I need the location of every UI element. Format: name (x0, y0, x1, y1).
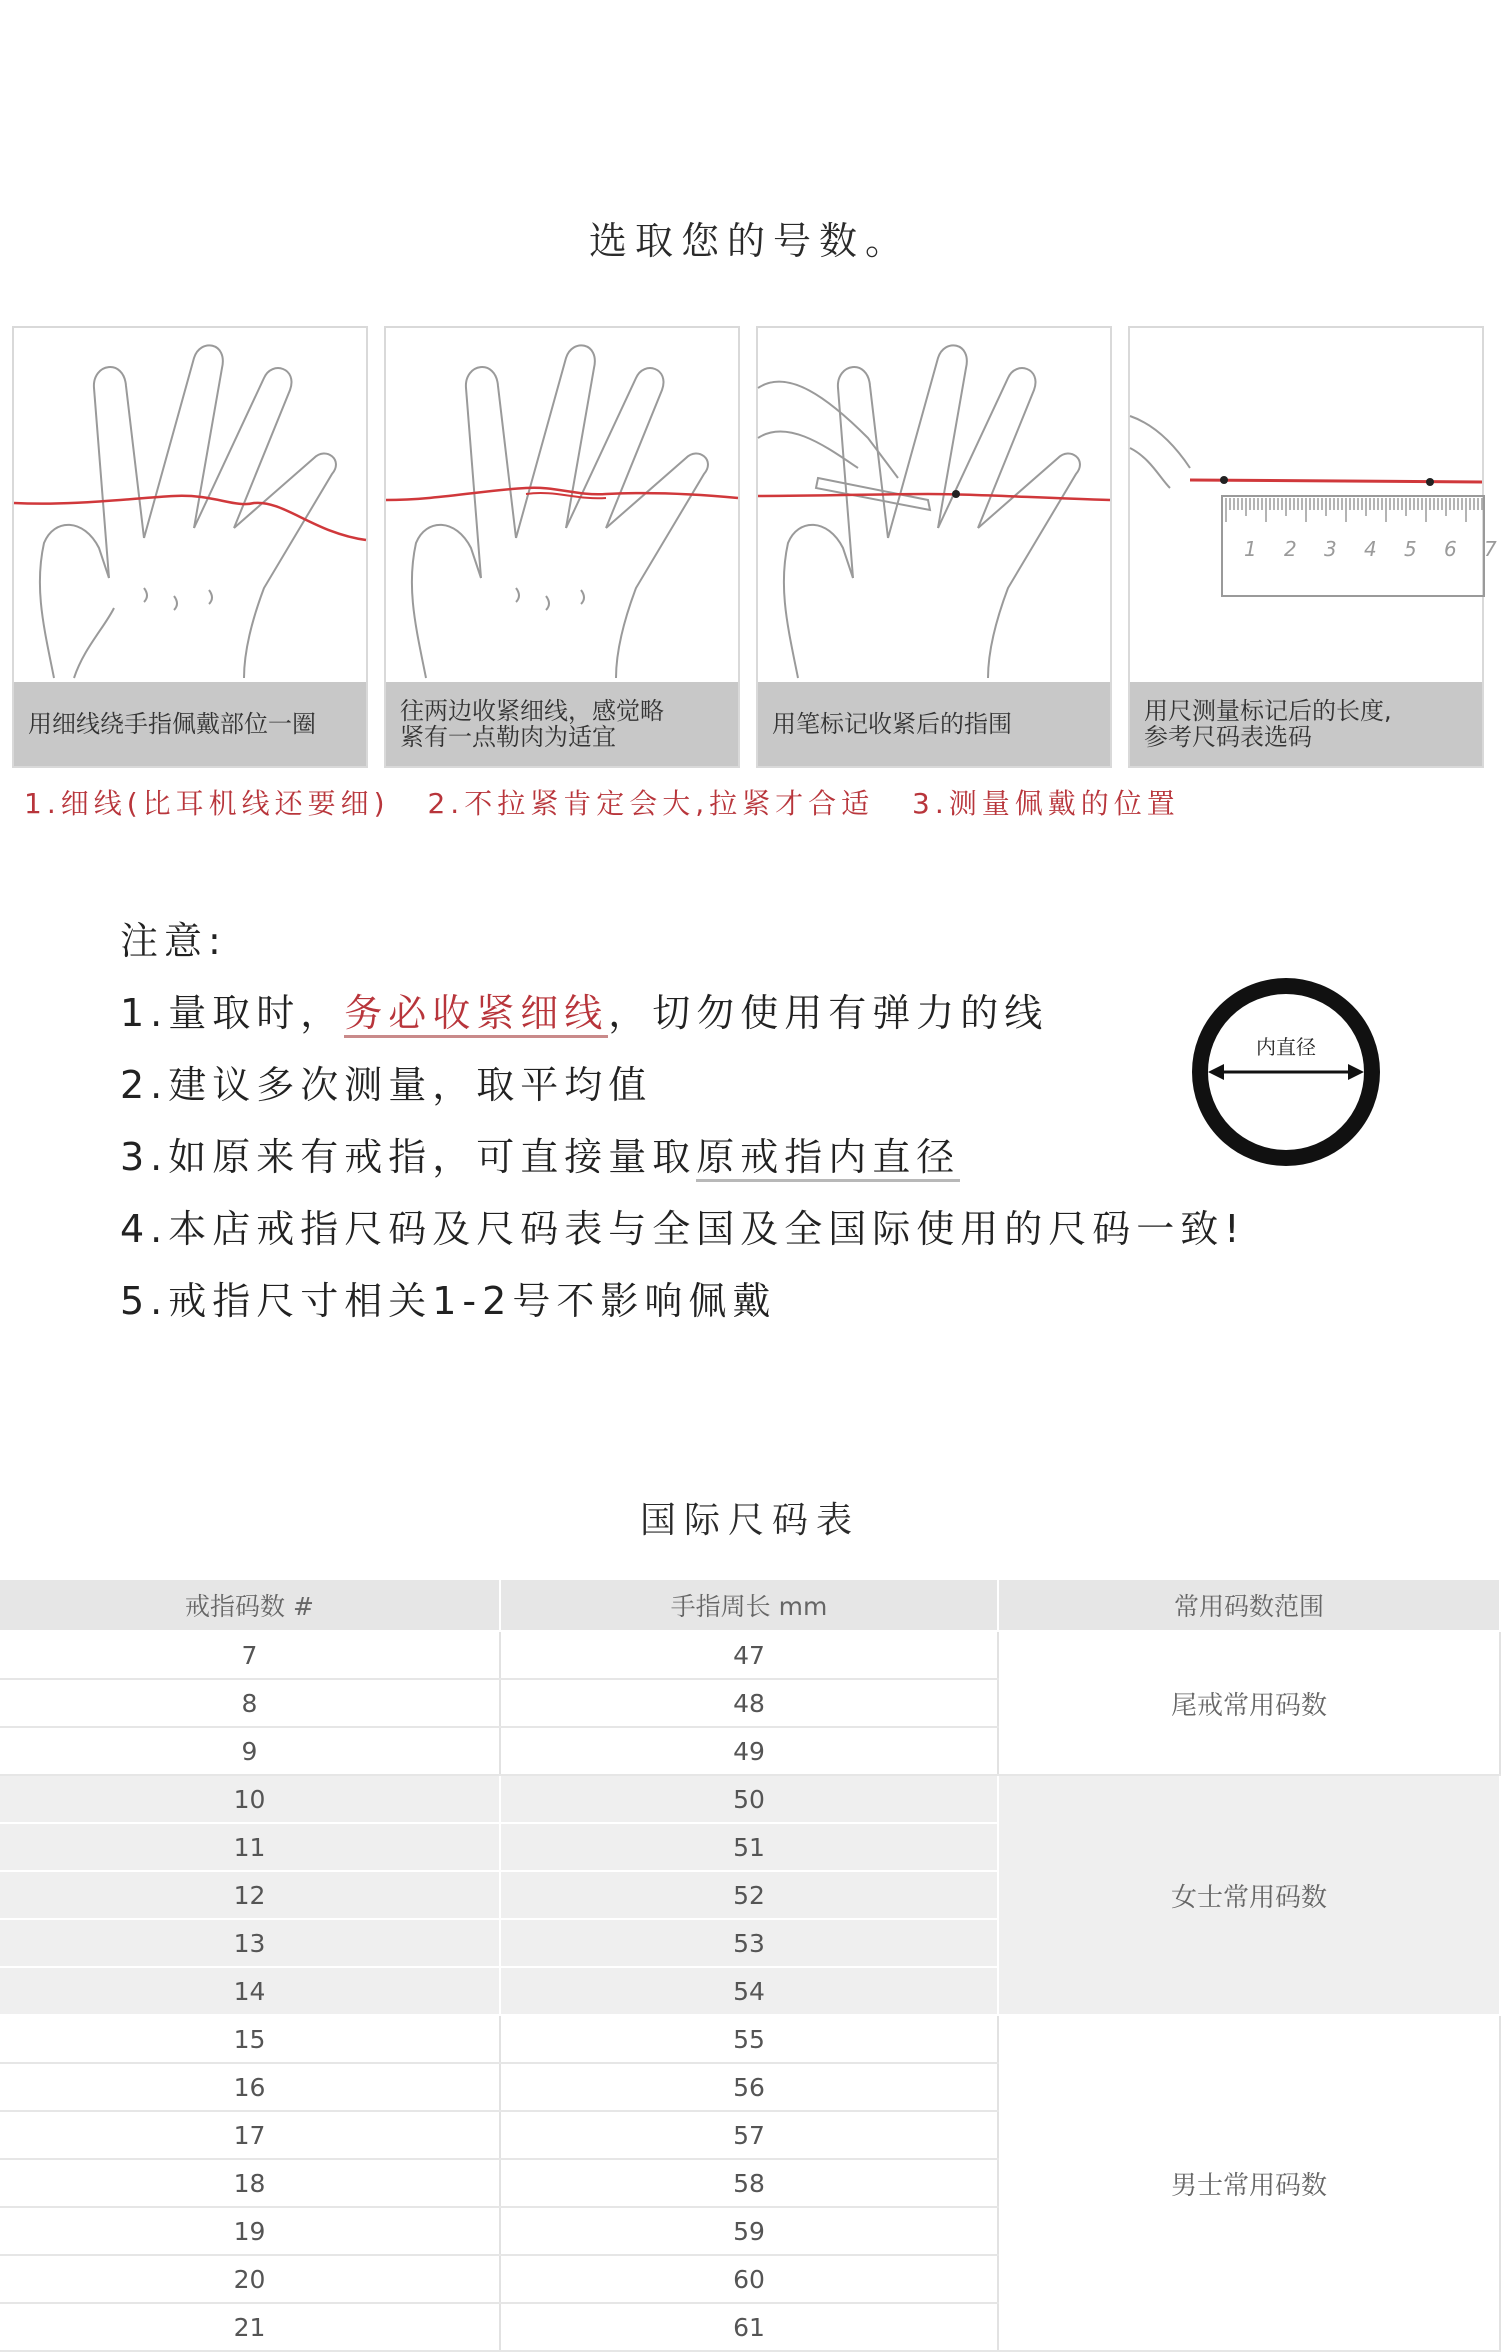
ruler-tick-label: 6 (1444, 537, 1457, 561)
step-panel-2 (384, 326, 740, 768)
column-header: 手指周长 mm (500, 1580, 998, 1631)
circumference-cell: 49 (500, 1727, 998, 1775)
ruler-tick-label: 7 (1484, 537, 1497, 561)
circumference-cell: 52 (500, 1871, 998, 1919)
size-range-cell: 女士常用码数 (998, 1775, 1500, 2015)
circumference-cell: 61 (500, 2303, 998, 2351)
caption-line: 往两边收紧细线，感觉略 (400, 697, 664, 725)
table-row (0, 2015, 1500, 2063)
note-underline: 原戒指内直径 (696, 1135, 960, 1182)
circumference-cell: 54 (500, 1967, 998, 2015)
circumference-cell: 58 (500, 2159, 998, 2207)
caption-line: 参考尺码表选码 (1144, 723, 1312, 751)
ring-size-cell: 14 (0, 1967, 500, 2015)
circumference-cell: 55 (500, 2015, 998, 2063)
size-table-body (0, 1631, 1500, 2351)
size-range-cell: 男士常用码数 (998, 2015, 1500, 2351)
note-text: 3.如原来有戒指，可直接量取 (120, 1135, 697, 1179)
ruler-tick-label: 4 (1364, 537, 1377, 561)
step-panel-4 (1128, 326, 1497, 768)
ring-size-cell: 15 (0, 2015, 500, 2063)
measuring-steps (12, 326, 1497, 768)
ring-size-cell: 13 (0, 1919, 500, 1967)
circumference-cell: 48 (500, 1679, 998, 1727)
note-text: 1.量取时， (120, 991, 345, 1035)
circumference-cell: 59 (500, 2207, 998, 2255)
ring-size-cell: 21 (0, 2303, 500, 2351)
size-table-header (0, 1580, 1500, 1631)
step-caption (1130, 682, 1482, 766)
column-header: 戒指码数 # (0, 1580, 500, 1631)
table-row (0, 1631, 1500, 1679)
caption-line: 用尺测量标记后的长度, (1144, 697, 1392, 725)
size-table-title: 国际尺码表 (639, 1500, 860, 1541)
ring-label: 内直径 (1256, 1035, 1316, 1059)
ring-size-cell: 16 (0, 2063, 500, 2111)
page-title: 选取您的号数。 (588, 219, 911, 263)
ring-size-cell: 9 (0, 1727, 500, 1775)
ring-size-cell: 11 (0, 1823, 500, 1871)
hand-wrap-thread-illustration (14, 328, 366, 686)
note-highlight: 务必收紧细线 (344, 991, 608, 1038)
circumference-cell: 47 (500, 1631, 998, 1679)
step-caption (386, 682, 738, 766)
ruler-tick-label: 1 (1244, 537, 1257, 561)
ring-size-cell: 17 (0, 2111, 500, 2159)
ruler-tick-label: 5 (1404, 537, 1417, 561)
hand-mark-with-pen-illustration (758, 328, 1110, 686)
red-note: 1.细线(比耳机线还要细) (24, 787, 390, 820)
note-line-3 (120, 1121, 1246, 1193)
ring-size-cell: 10 (0, 1775, 500, 1823)
ring-size-cell: 18 (0, 2159, 500, 2207)
ring-size-cell: 7 (0, 1631, 500, 1679)
note-line-1 (120, 977, 1246, 1049)
ring-size-cell: 8 (0, 1679, 500, 1727)
note-line-4: 4.本店戒指尺码及尺码表与全国及全国际使用的尺码一致! (120, 1207, 1246, 1251)
hand-tighten-thread-illustration (386, 328, 738, 686)
circumference-cell: 53 (500, 1919, 998, 1967)
circumference-cell: 50 (500, 1775, 998, 1823)
ruler-tick-label: 3 (1324, 537, 1337, 561)
circumference-cell: 51 (500, 1823, 998, 1871)
note-text: ，切勿使用有弹力的线 (608, 991, 1049, 1035)
ring-size-cell: 19 (0, 2207, 500, 2255)
step-panel-3 (756, 326, 1112, 768)
circumference-cell: 60 (500, 2255, 998, 2303)
ring-size-cell: 12 (0, 1871, 500, 1919)
ruler-measure-illustration (1130, 328, 1497, 686)
note-line-5: 5.戒指尺寸相关1-2号不影响佩戴 (120, 1279, 777, 1323)
caption-line: 用细线绕手指佩戴部位一圈 (28, 710, 316, 738)
ring-inner-diameter-diagram (1188, 974, 1384, 1170)
size-table (0, 1580, 1501, 2352)
caption-line: 紧有一点勒肉为适宜 (400, 723, 616, 751)
size-range-cell: 尾戒常用码数 (998, 1631, 1500, 1775)
notes-section (120, 905, 1246, 1337)
step-panel-1 (12, 326, 368, 768)
caption-line: 用笔标记收紧后的指围 (772, 710, 1012, 738)
circumference-cell: 56 (500, 2063, 998, 2111)
red-notes (24, 782, 1204, 822)
step-caption (758, 682, 1110, 766)
column-header: 常用码数范围 (998, 1580, 1500, 1631)
red-note: 2.不拉紧肯定会大,拉紧才合适 (427, 787, 875, 820)
table-row (0, 1775, 1500, 1823)
red-note: 3.测量佩戴的位置 (912, 787, 1180, 820)
ring-size-cell: 20 (0, 2255, 500, 2303)
ruler-tick-label: 2 (1284, 537, 1297, 561)
circumference-cell: 57 (500, 2111, 998, 2159)
notes-heading: 注意: (120, 919, 227, 963)
note-line-2: 2.建议多次测量，取平均值 (120, 1063, 653, 1107)
step-caption (14, 682, 366, 766)
